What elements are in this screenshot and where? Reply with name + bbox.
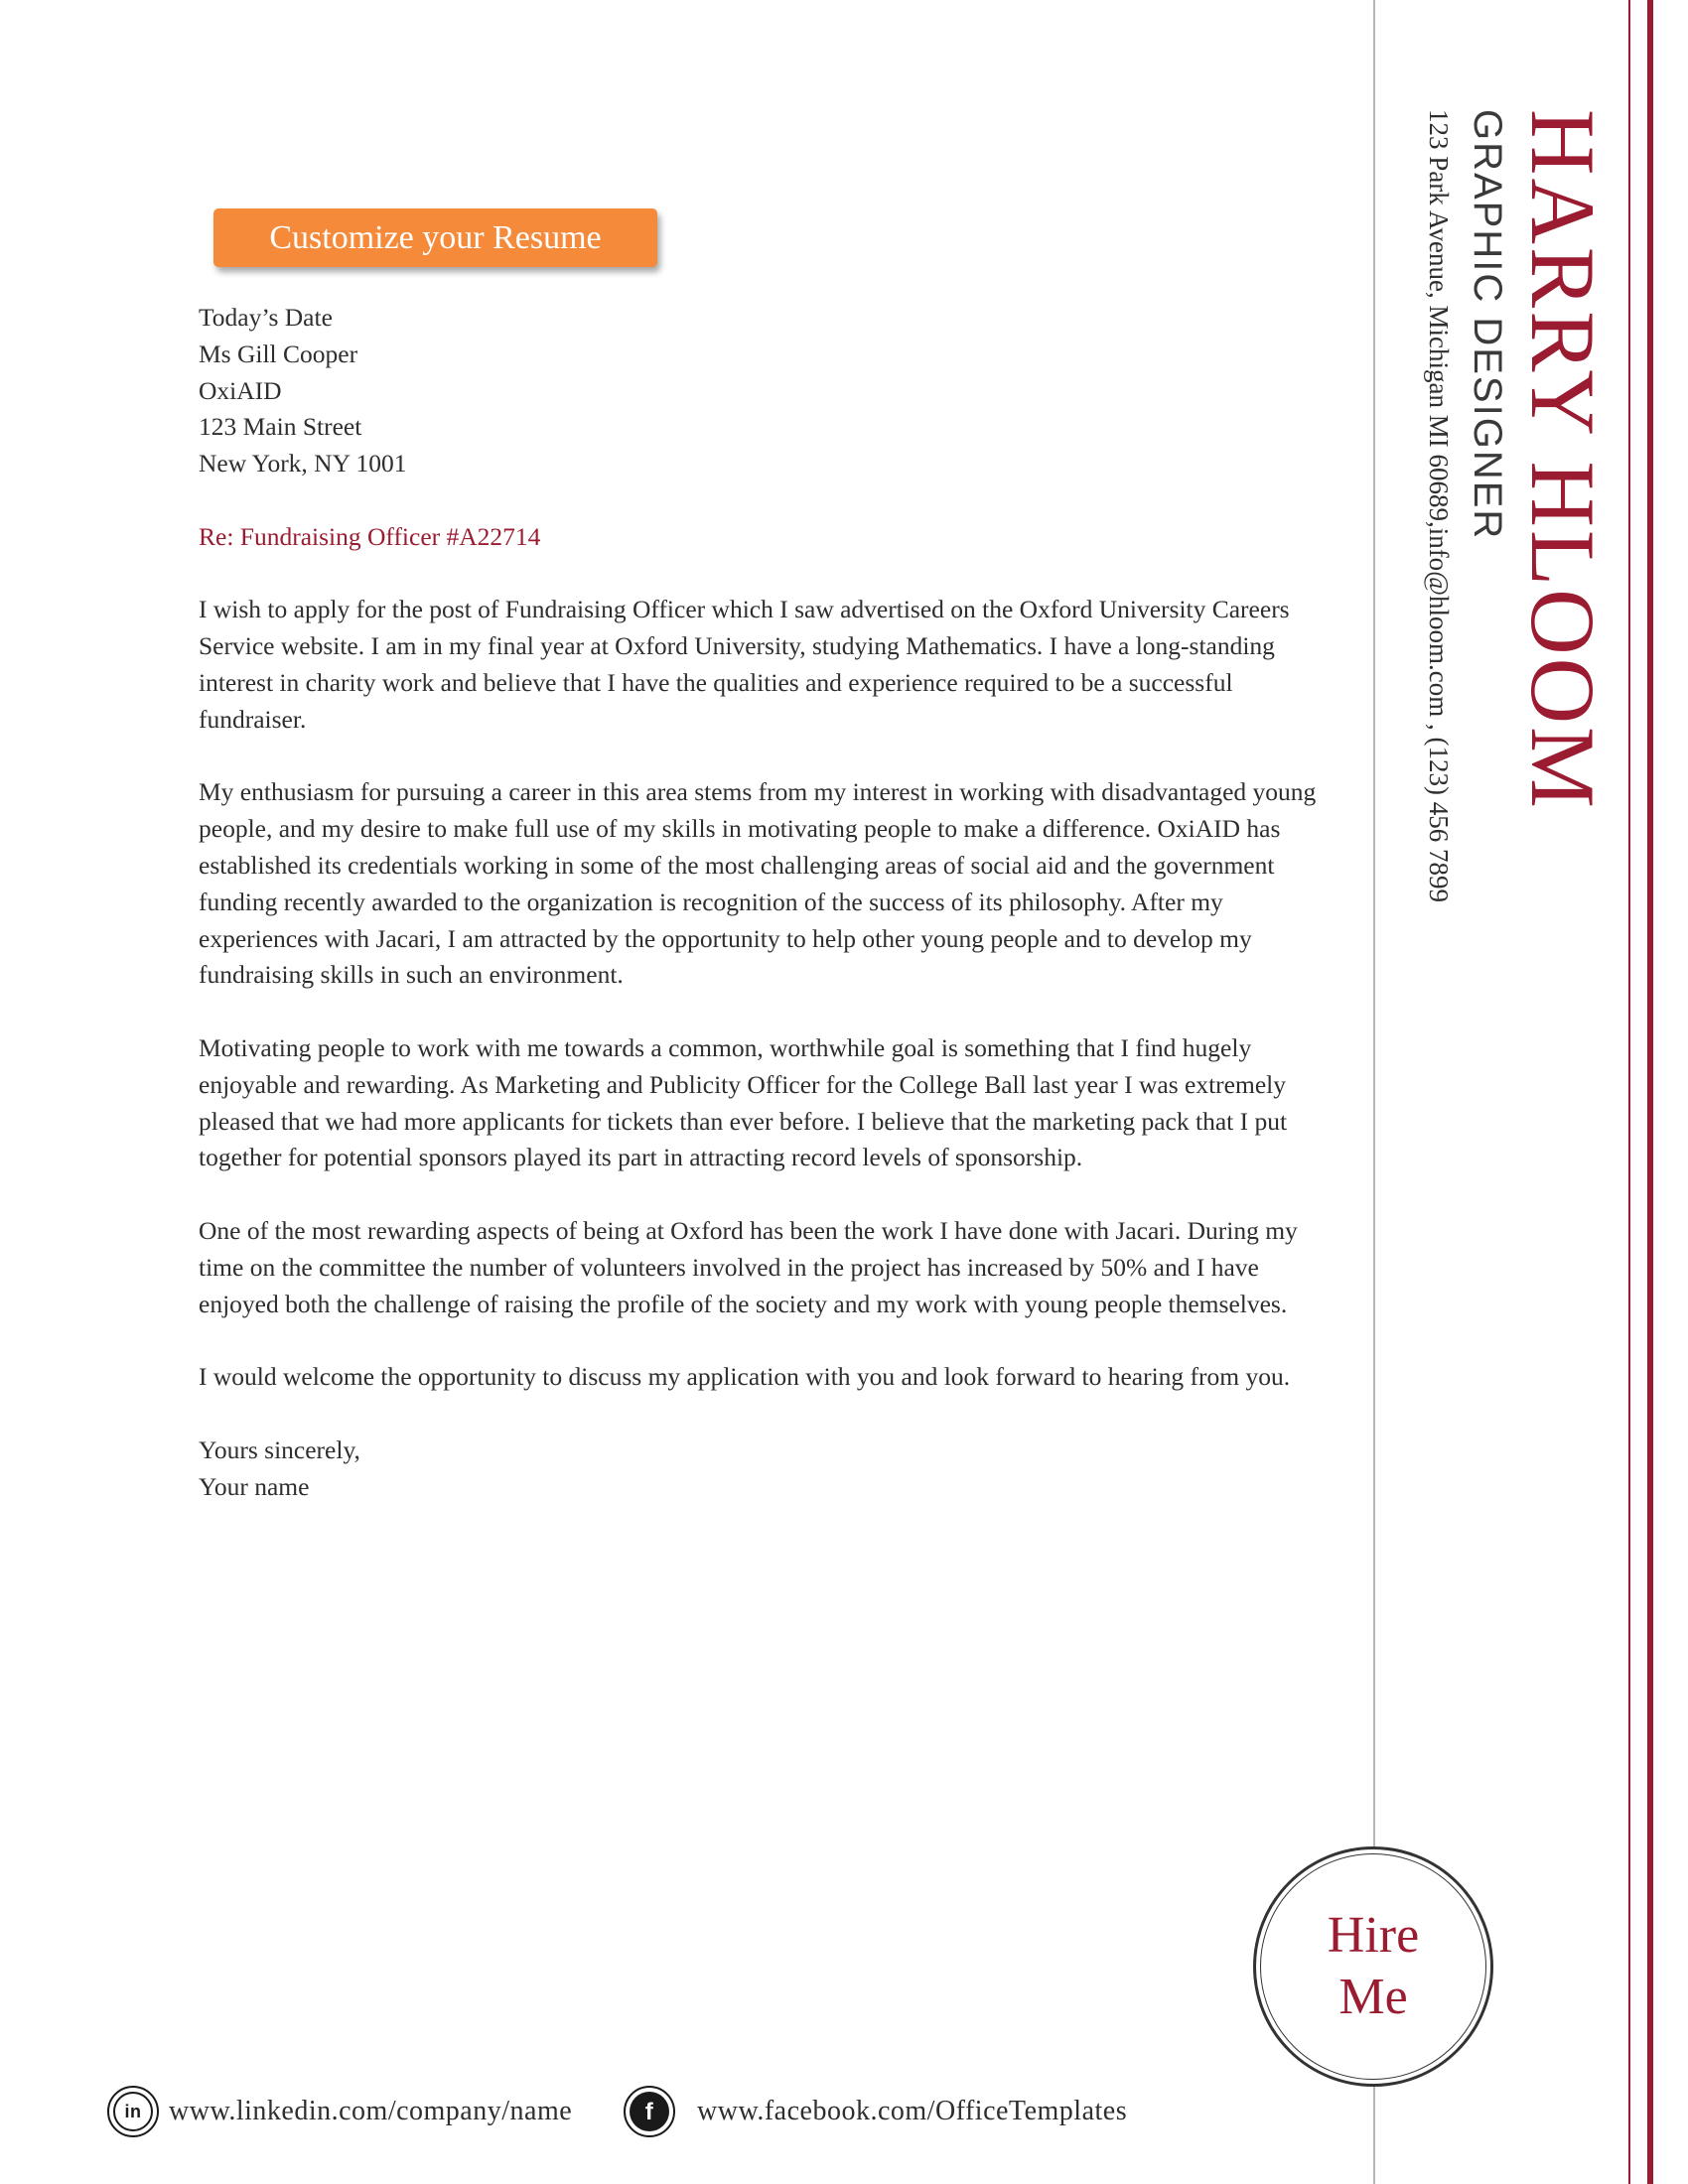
letter-paragraph: My enthusiasm for pursuing a career in this area stems from my interest in working with disadvantaged young people, and my desire to make full use of my skills in motivating people to make a difference. OxiAID has established its credentials working in some of the most challenging areas of social aid and the government funding recently awarded to the organization is recognition of the success of its philosophy. After my experiences with Jacari, I am attracted by the opportunity to help other young people and to develop my fundraising skills in such an environment.	[199, 777, 1317, 990]
facebook-icon	[624, 2086, 675, 2137]
accent-line-thin	[1628, 0, 1630, 2184]
recipient-street: 123 Main Street	[199, 412, 362, 442]
hire-me-badge[interactable]	[1253, 1846, 1493, 2087]
applicant-name: HARRY HLOOM	[1512, 109, 1614, 811]
accent-line-thick	[1647, 0, 1653, 2184]
facebook-icon-inner	[630, 2092, 669, 2131]
letter-date: Today’s Date	[199, 303, 333, 332]
hire-me-line2: Me	[1338, 1969, 1408, 2025]
facebook-url[interactable]: www.facebook.com/OfficeTemplates	[697, 2096, 1128, 2126]
closing-block	[199, 1433, 1331, 1506]
facebook-glyph-text: f	[644, 2099, 654, 2124]
facebook-link[interactable]	[624, 2085, 1127, 2138]
letter-signature: Your name	[199, 1471, 310, 1501]
letter-paragraph: I wish to apply for the post of Fundraising Officer which I saw advertised on the Oxford University Careers Service website. I am in my final year at Oxford University, studying Mathematics. I have a long-standing interest in charity work and believe that I have the qualities and experience required to be a successful fundraiser.	[199, 595, 1290, 734]
linkedin-link[interactable]	[107, 2085, 572, 2138]
applicant-contact: 123 Park Avenue, Michigan MI 60689,info@hloom.com , (123) 456 7899	[1424, 109, 1454, 903]
facebook-glyph	[639, 2099, 659, 2124]
letter-paragraph: I would welcome the opportunity to discuss my application with you and look forward to hearing from you.	[199, 1362, 1291, 1392]
linkedin-glyph-text: in	[124, 2102, 142, 2121]
linkedin-icon	[107, 2086, 159, 2137]
letter-paragraph: One of the most rewarding aspects of being at Oxford has been the work I have done with Jacari. During my time on the committee the number of volunteers involved in the project has increased by 50% and I have enjoyed both the challenge of raising the profile of the society and my work with young people themselves.	[199, 1215, 1298, 1318]
recipient-company: OxiAID	[199, 375, 282, 405]
linkedin-url[interactable]: www.linkedin.com/company/name	[169, 2096, 573, 2126]
applicant-title: GRAPHIC DESIGNER	[1466, 109, 1509, 541]
linkedin-glyph	[121, 2102, 145, 2121]
recipient-name: Ms Gill Cooper	[199, 339, 358, 368]
linkedin-icon-inner	[113, 2092, 153, 2131]
hire-me-line1: Hire	[1327, 1907, 1420, 1964]
hire-me-text	[1328, 1905, 1419, 2028]
address-block	[199, 300, 1331, 482]
letter-paragraph: Motivating people to work with me towards a common, worthwhile goal is something that I find hugely enjoyable and rewarding. As Marketing and Publicity Officer for the College Ball last year I was extremely pleased that we had more applicants for tickets than ever before. I believe that the marketing pack that I put together for potential sponsors played its part in attracting record levels of sponsorship.	[199, 1032, 1288, 1172]
cover-letter	[199, 300, 1331, 1542]
letter-subject: Re: Fundraising Officer #A22714	[199, 521, 541, 551]
sidebar-header	[1410, 109, 1614, 1023]
recipient-city: New York, NY 1001	[199, 449, 407, 478]
customize-resume-button[interactable]: Customize your Resume	[213, 208, 657, 267]
letter-closing: Yours sincerely,	[199, 1434, 360, 1464]
